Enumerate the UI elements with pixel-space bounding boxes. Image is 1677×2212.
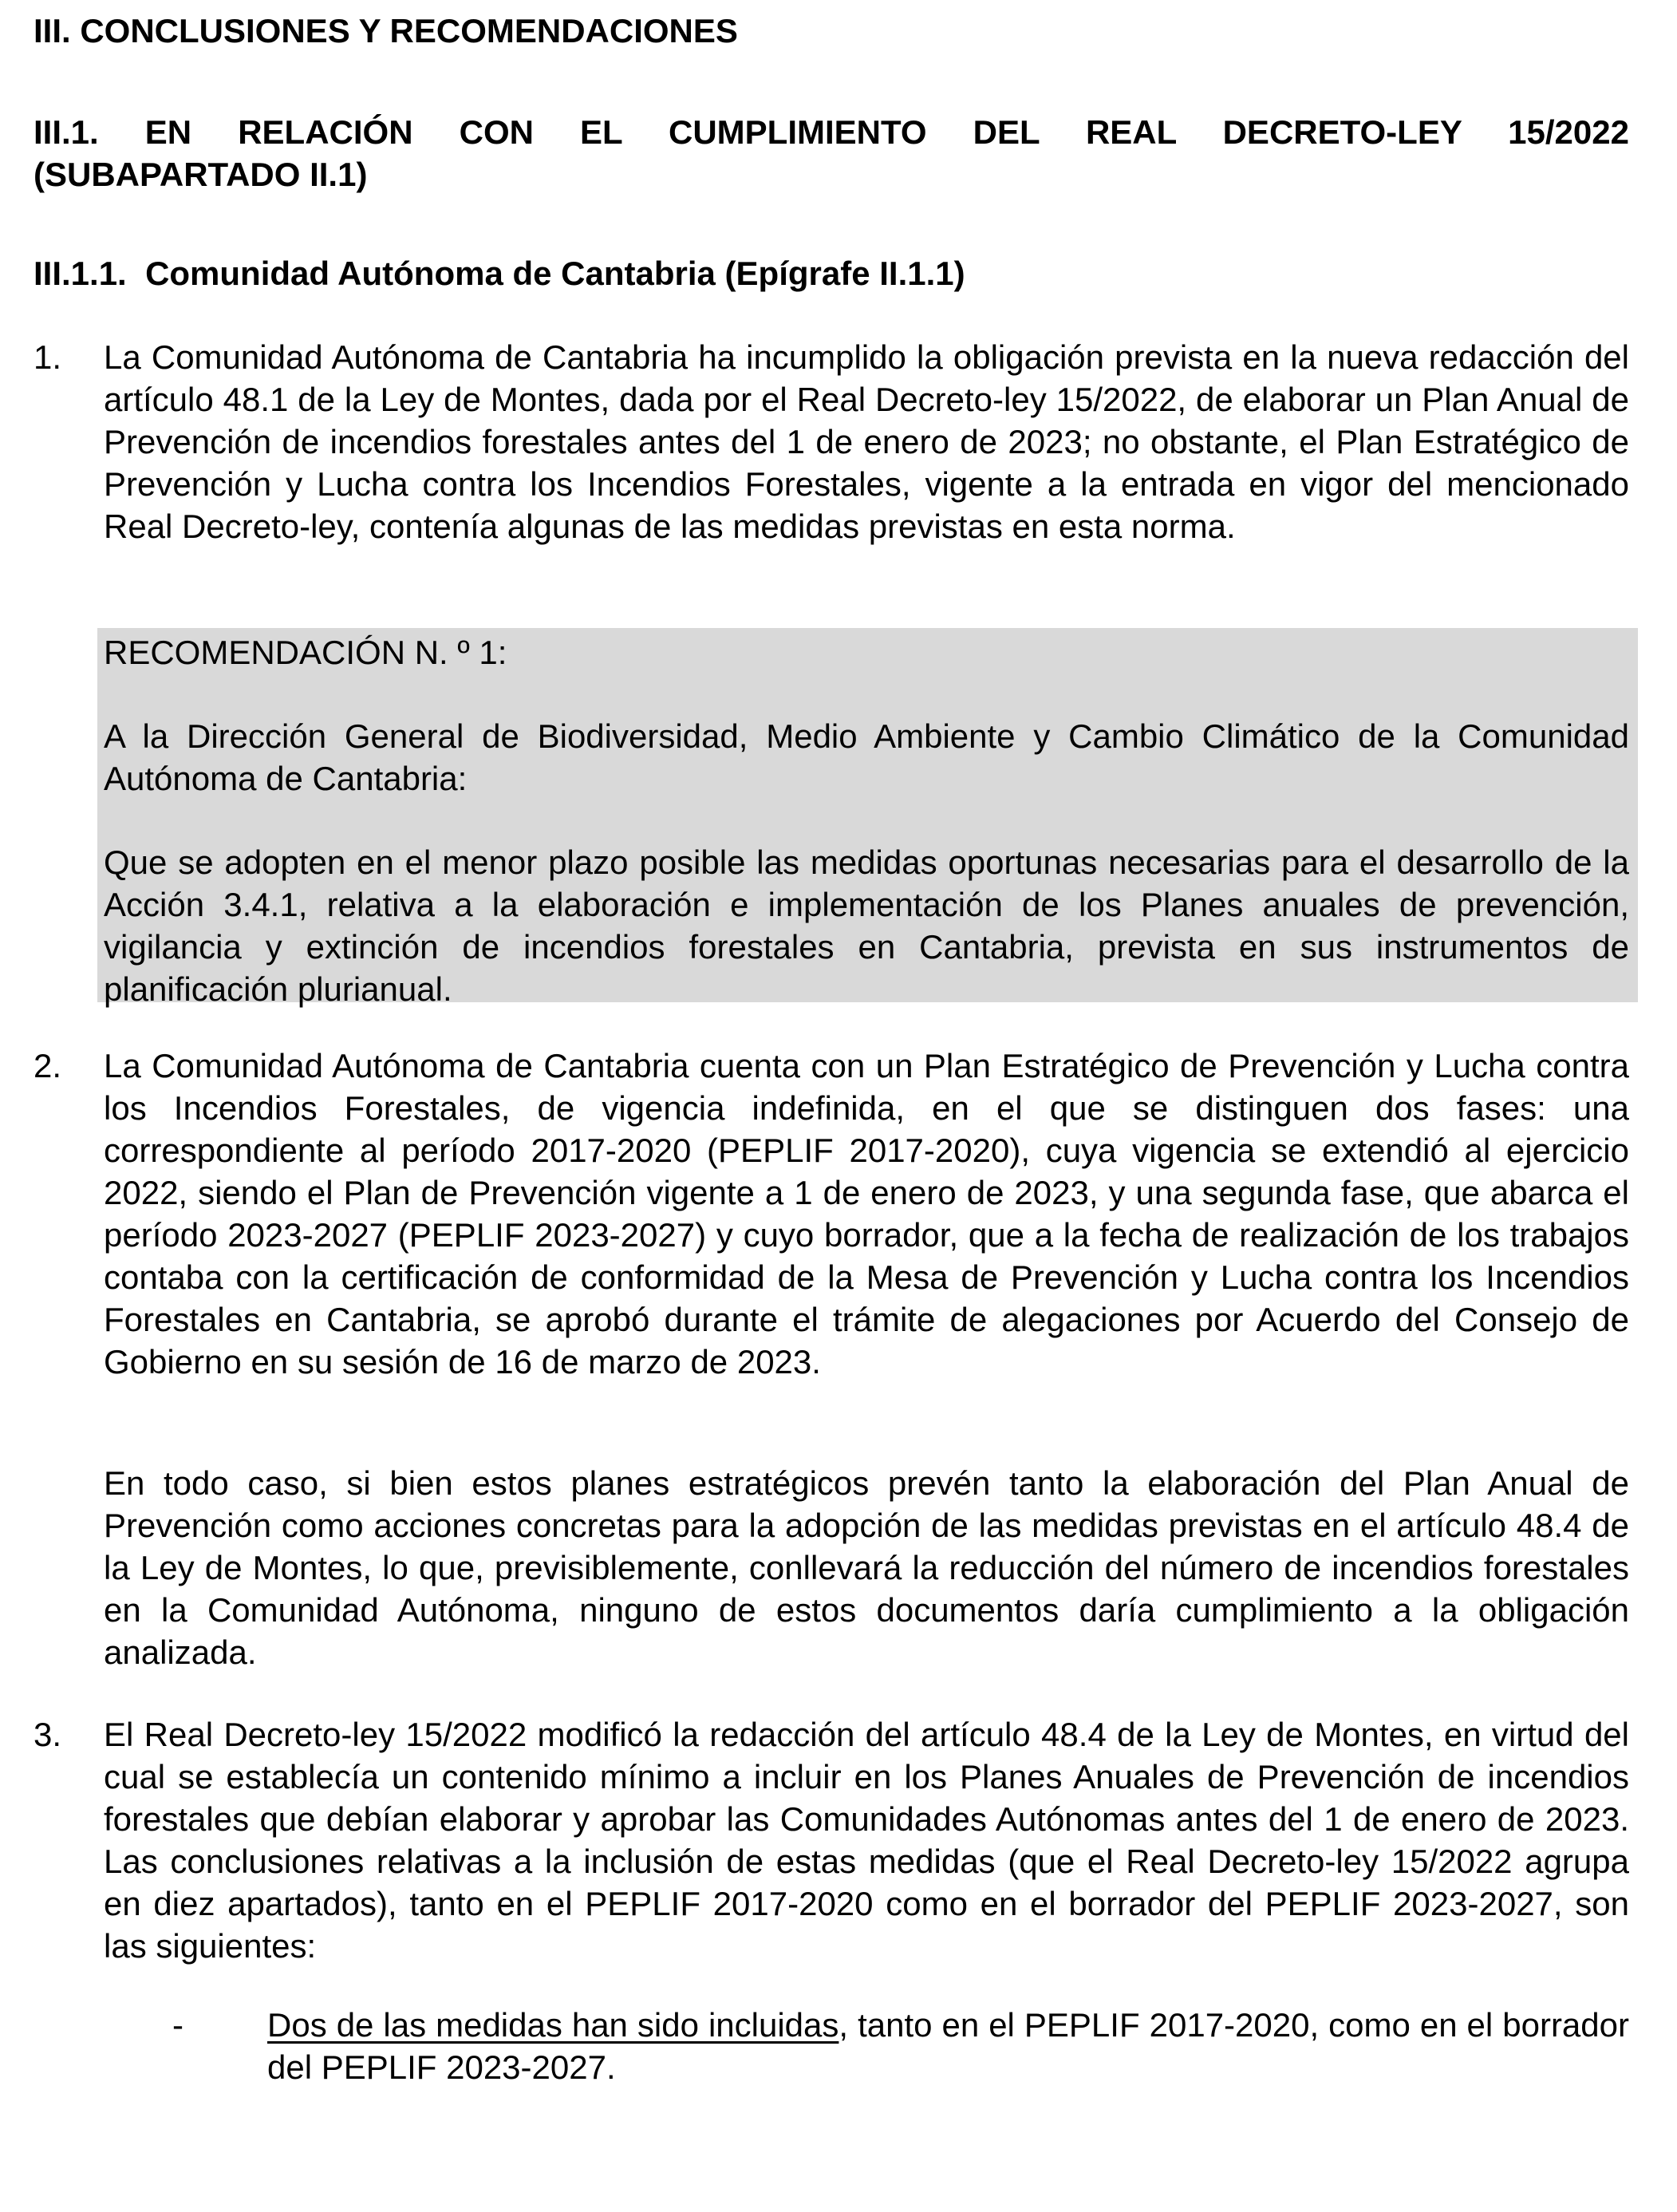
subsection-title-line2: (SUBAPARTADO II.1): [34, 156, 368, 193]
recommendation-text: Que se adopten en el menor plazo posible las medidas oportunas necesarias para el desarrollo de la Acción 3.4.1, relativa a la elaboración e implementación de los Planes anuales de prevención, vigilancia y extinción de incendios forestales en Cantabria, prevista en sus instrumentos de planificación plurianual.: [104, 843, 1629, 1008]
dash-bullet-icon: -: [172, 2006, 183, 2044]
item-paragraph: La Comunidad Autónoma de Cantabria cuenta con un Plan Estratégico de Prevención y Lucha contra los Incendios Forestales, de vigencia indefinida, en el que se distinguen dos fases: una correspondiente al período 2017-2020 (PEPLIF 2017-2020), cuya vigencia se extendió al ejercicio 2022, siendo el Plan de Prevención vigente a 1 de enero de 2023, y una segunda fase, que abarca el período 2023-2027 (PEPLIF 2023-2027) y cuyo borrador, que a la fecha de realización de los trabajos contaba con la certificación de conformidad de la Mesa de Prevención y Lucha contra los Incendios Forestales en Cantabria, se aprobó durante el trámite de alegaciones por Acuerdo del Consejo de Gobierno en su sesión de 16 de marzo de 2023.: [104, 1047, 1629, 1381]
bullet-text: [267, 2004, 1629, 2088]
item-paragraph: En todo caso, si bien estos planes estratégicos prevén tanto la elaboración del Plan Anual de Prevención como acciones concretas para la adopción de las medidas previstas en el artículo 48.4 de la Ley de Montes, lo que, previsiblemente, conllevará la reducción del número de incendios forestales en la Comunidad Autónoma, ninguno de estos documentos daría cumplimiento a la obligación analizada.: [104, 1464, 1629, 1671]
recommendation-box: [97, 628, 1638, 1008]
item-paragraph: La Comunidad Autónoma de Cantabria ha incumplido la obligación prevista en la nueva redacción del artículo 48.1 de la Ley de Montes, dada por el Real Decreto-ley 15/2022, de elaborar un Plan Anual de Prevención de incendios forestales antes del 1 de enero de 2023; no obstante, el Plan Estratégico de Prevención y Lucha contra los Incendios Forestales, vigente a la entrada en vigor del mencionado Real Decreto-ley, contenía algunas de las medidas previstas en esta norma.: [104, 338, 1629, 545]
bullet-rest-text: , tanto en el PEPLIF 2017-2020, como en el borrador del PEPLIF 2023-2027.: [267, 2006, 1629, 2086]
section-title: III. CONCLUSIONES Y RECOMENDACIONES: [34, 12, 738, 49]
recommendation-addressee: A la Dirección General de Biodiversidad, Medio Ambiente y Cambio Climático de la Comunidad Autónoma de Cantabria:: [104, 717, 1629, 797]
recommendation-title: RECOMENDACIÓN N. º 1:: [104, 634, 507, 671]
subsection-title-line1: III.1. EN RELACIÓN CON EL CUMPLIMIENTO DEL REAL DECRETO-LEY 15/2022: [34, 113, 1629, 151]
subsubsection-title: III.1.1. Comunidad Autónoma de Cantabria (Epígrafe II.1.1): [34, 255, 965, 292]
bullet-underlined-text: Dos de las medidas han sido incluidas: [267, 2006, 839, 2044]
item-paragraph: El Real Decreto-ley 15/2022 modificó la redacción del artículo 48.4 de la Ley de Montes, en virtud del cual se establecía un contenido mínimo a incluir en los Planes Anuales de Prevención de incendios forestales que debían elaborar y aprobar las Comunidades Autónomas antes del 1 de enero de 2023. Las conclusiones relativas a la inclusión de estas medidas (que el Real Decreto-ley 15/2022 agrupa en diez apartados), tanto en el PEPLIF 2017-2020 como en el borrador del PEPLIF 2023-2027, son las siguientes:: [104, 1716, 1629, 1965]
item-number: 2.: [34, 1047, 62, 1084]
item-number: 3.: [34, 1716, 62, 1753]
item-number: 1.: [34, 338, 62, 376]
